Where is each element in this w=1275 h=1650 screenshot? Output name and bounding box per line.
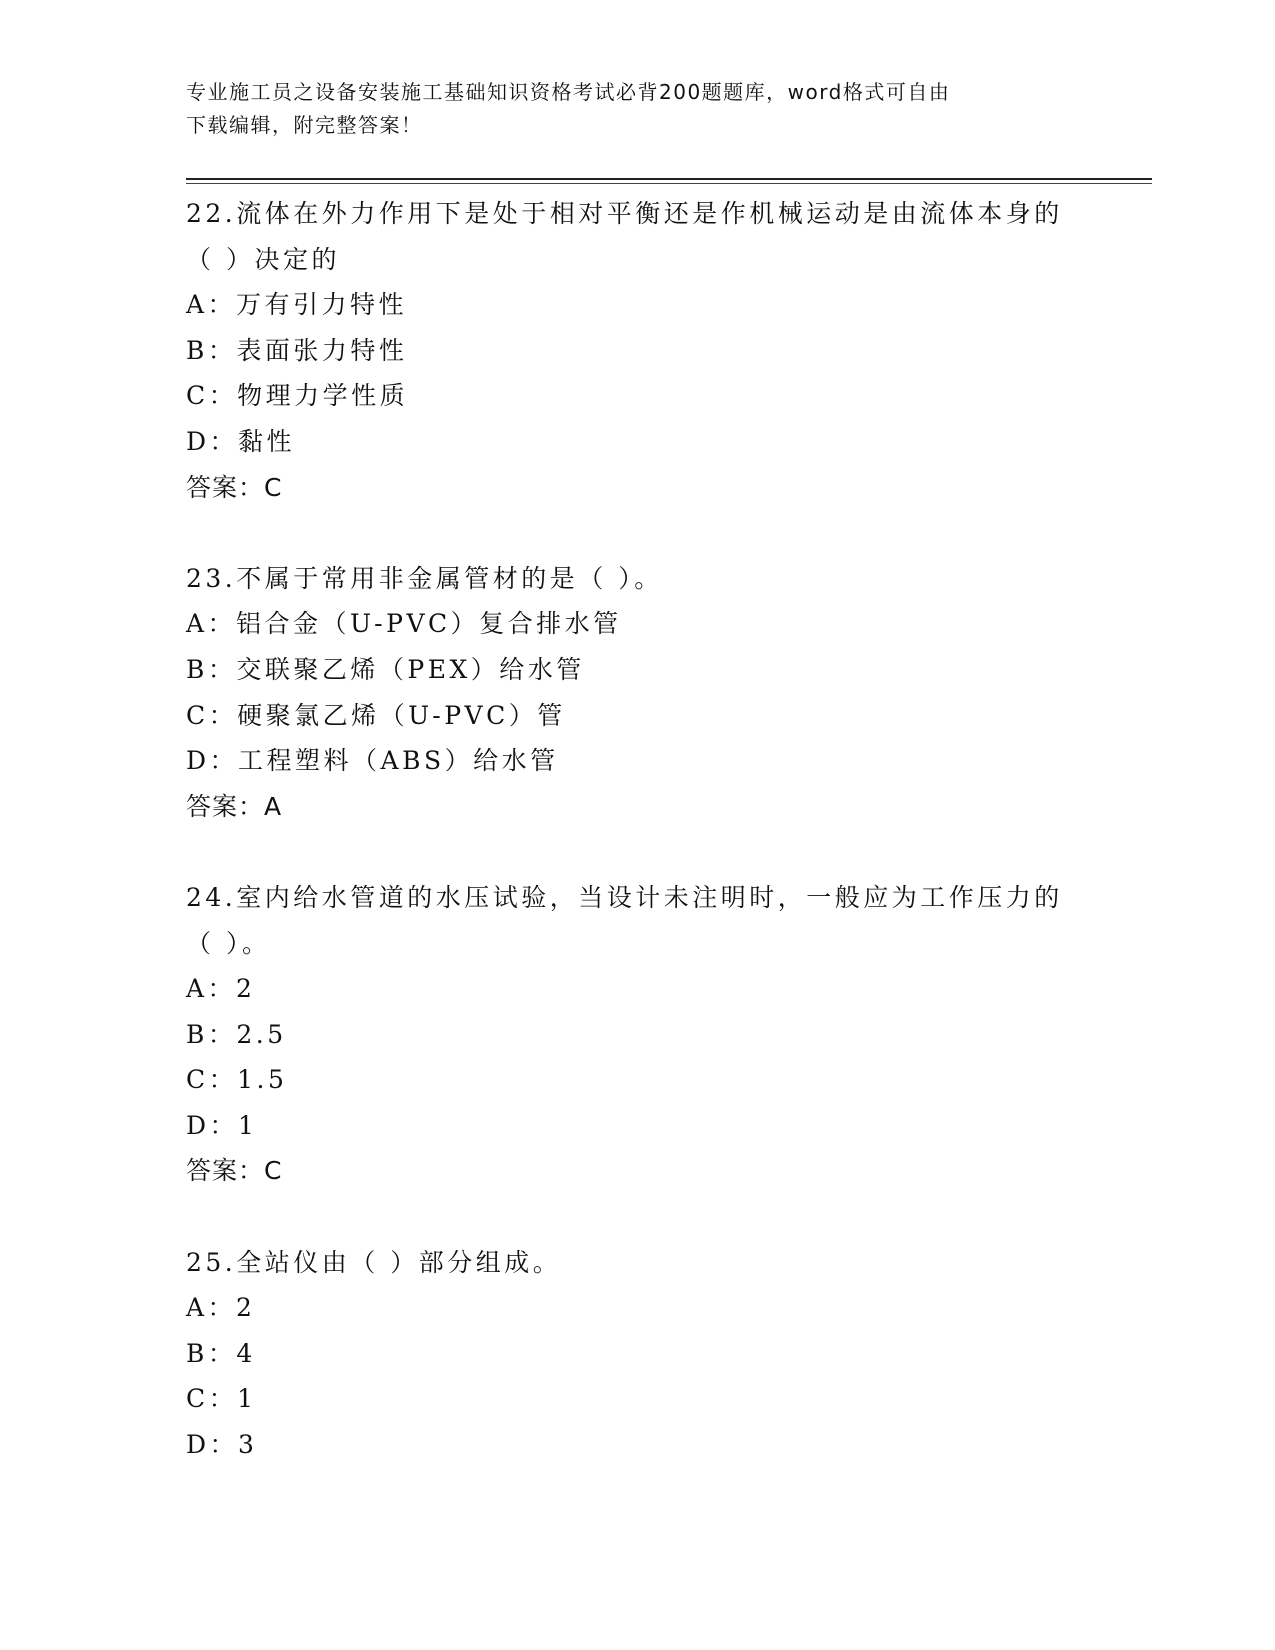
option-d: D：黏性 <box>186 426 296 456</box>
question-stem: 22.流体在外力作用下是处于相对平衡还是作机械运动是由流体本身的 <box>186 199 1063 228</box>
option-c: C：硬聚氯乙烯（U-PVC）管 <box>186 700 566 730</box>
question-25 <box>186 1240 1086 1468</box>
option-b: B：表面张力特性 <box>186 335 408 365</box>
option-d: D：工程塑料（ABS）给水管 <box>186 746 559 776</box>
option-d: D：3 <box>186 1430 258 1460</box>
question-spacer <box>186 829 1086 875</box>
question-24 <box>186 875 1086 1194</box>
question-list <box>186 191 1086 1468</box>
option-a: A：2 <box>186 1293 256 1323</box>
option-c: C：物理力学性质 <box>186 381 409 411</box>
answer-line: 答案：A <box>186 791 283 821</box>
answer-line: 答案：C <box>186 1156 283 1186</box>
option-c: C：1.5 <box>186 1065 288 1095</box>
question-stem: 25.全站仪由（ ）部分组成。 <box>186 1247 562 1277</box>
option-a: A：万有引力特性 <box>186 290 408 320</box>
option-a: A：铝合金（U-PVC）复合排水管 <box>186 609 622 639</box>
question-stem: 23.不属于常用非金属管材的是（ ）。 <box>186 563 663 593</box>
answer-line: 答案：C <box>186 472 283 502</box>
option-a: A：2 <box>186 974 256 1004</box>
header-line-2: 下载编辑，附完整答案！ <box>186 113 423 137</box>
header-divider-thin <box>186 183 1152 184</box>
option-d: D：1 <box>186 1110 258 1140</box>
question-stem: 24.室内给水管道的水压试验，当设计未注明时，一般应为工作压力的 <box>186 882 1063 912</box>
question-spacer <box>186 510 1086 556</box>
header-line-1: 专业施工员之设备安装施工基础知识资格考试必背200题题库，word格式可自由 <box>186 80 951 104</box>
option-b: B：2.5 <box>186 1019 287 1049</box>
option-b: B：交联聚乙烯（PEX）给水管 <box>186 654 585 684</box>
question-stem-continued: （ ）。 <box>186 928 271 958</box>
question-22 <box>186 191 1086 510</box>
header-divider-thick <box>186 178 1152 180</box>
document-header <box>186 76 1066 142</box>
option-b: B：4 <box>186 1338 256 1368</box>
question-23 <box>186 556 1086 830</box>
option-c: C：1 <box>186 1384 257 1414</box>
question-spacer <box>186 1194 1086 1240</box>
question-stem-continued: （ ）决定的 <box>186 244 340 274</box>
